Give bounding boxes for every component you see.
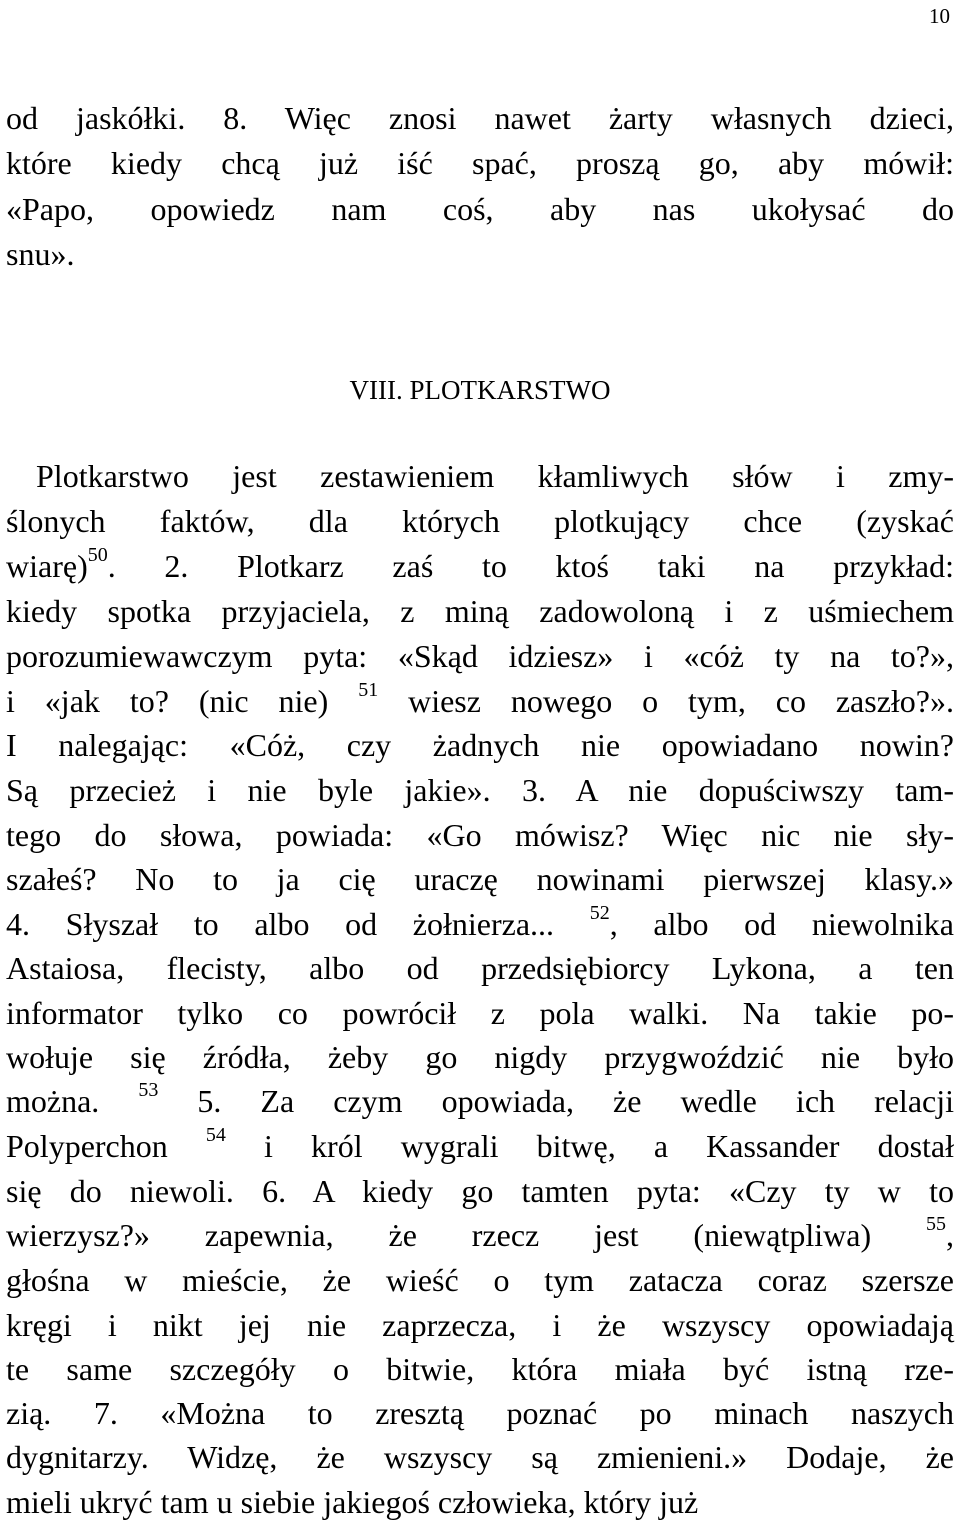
text-line <box>6 1215 954 1255</box>
text-line: kiedy spotka przyjaciela, z miną zadowoloną i z uśmiechem <box>6 593 954 629</box>
text-line: które kiedy chcą już iść spać, proszą go, aby mówił: <box>6 145 954 181</box>
text-line: głośna w mieście, że wieść o tym zatacza coraz szersze <box>6 1262 954 1298</box>
text-line: snu». <box>6 236 75 272</box>
text-fragment: wiarę) <box>6 548 88 584</box>
footnote-ref: 53 <box>138 1079 159 1101</box>
text-fragment: Polyperchon <box>6 1128 206 1164</box>
text-line: mieli ukryć tam u siebie jakiegoś człowieka, który już <box>6 1484 699 1520</box>
text-fragment: i «jak to? (nic nie) <box>6 683 359 719</box>
footnote-ref: 50 <box>87 544 108 566</box>
text-fragment: . 2. Plotkarz zaś to ktoś taki na przykład: <box>107 548 954 584</box>
page-number: 10 <box>929 4 950 28</box>
text-line <box>6 546 954 586</box>
text-line <box>6 904 954 944</box>
text-line: «Papo, opowiedz nam coś, aby nas ukołysać do <box>6 191 954 227</box>
text-line: wołuje się źródła, żeby go nigdy przygwoździć nie było <box>6 1039 954 1075</box>
text-line: szałeś? No to ja cię uraczę nowinami pierwszej klasy.» <box>6 861 954 897</box>
text-line: porozumiewawczym pyta: «Skąd idziesz» i «cóż ty na to?», <box>6 638 954 674</box>
text-line: Są przecież i nie byle jakie». 3. A nie dopuściwszy tam- <box>6 772 954 808</box>
text-line: tego do słowa, powiada: «Go mówisz? Więc nic nie sły- <box>6 817 954 853</box>
text-line: się do niewoli. 6. A kiedy go tamten pyta: «Czy ty w to <box>6 1173 954 1209</box>
text-line <box>6 681 954 721</box>
text-fragment: wiesz nowego o tym, co zaszło?». <box>378 683 955 719</box>
footnote-ref: 55 <box>926 1213 946 1235</box>
text-fragment: 4. Słyszał to albo od żołnierza... <box>6 906 590 942</box>
text-line: kręgi i nikt jej nie zaprzecza, i że wszyscy opowiadają <box>6 1307 954 1343</box>
footnote-ref: 54 <box>205 1124 226 1146</box>
text-line: I nalegając: «Cóż, czy żadnych nie opowiadano nowin? <box>6 727 954 763</box>
text-fragment: można. <box>6 1083 139 1119</box>
text-fragment: wierzysz?» zapewnia, że rzecz jest (niewątpliwa) <box>6 1217 926 1253</box>
text-fragment: i król wygrali bitwę, a Kassander dostał <box>225 1128 955 1164</box>
text-line: zią. 7. «Można to zresztą poznać po minach naszych <box>6 1395 954 1431</box>
text-line: dygnitarzy. Widzę, że wszyscy są zmienieni.» Dodaje, że <box>6 1439 954 1475</box>
text-line: Astaiosa, flecisty, albo od przedsiębiorcy Lykona, a ten <box>6 950 954 986</box>
text-line: ślonych faktów, dla których plotkujący chce (zyskać <box>6 503 954 539</box>
text-line: informator tylko co powrócił z pola walki. Na takie po- <box>6 995 954 1031</box>
footnote-ref: 52 <box>589 902 610 924</box>
text-fragment: , albo od niewolnika <box>609 906 954 942</box>
text-line: te same szczegóły o bitwie, która miała być istną rze- <box>6 1351 954 1387</box>
text-line <box>6 1081 954 1121</box>
text-fragment: 5. Za czym opowiada, że wedle ich relacji <box>158 1083 955 1119</box>
text-fragment: , <box>946 1217 954 1253</box>
text-line <box>6 1126 954 1166</box>
section-title: VIII. PLOTKARSTWO <box>349 375 611 405</box>
text-line: Plotkarstwo jest zestawieniem kłamliwych słów i zmy- <box>36 458 954 494</box>
footnote-ref: 51 <box>358 679 379 701</box>
text-line: od jaskółki. 8. Więc znosi nawet żarty własnych dzieci, <box>6 100 954 136</box>
